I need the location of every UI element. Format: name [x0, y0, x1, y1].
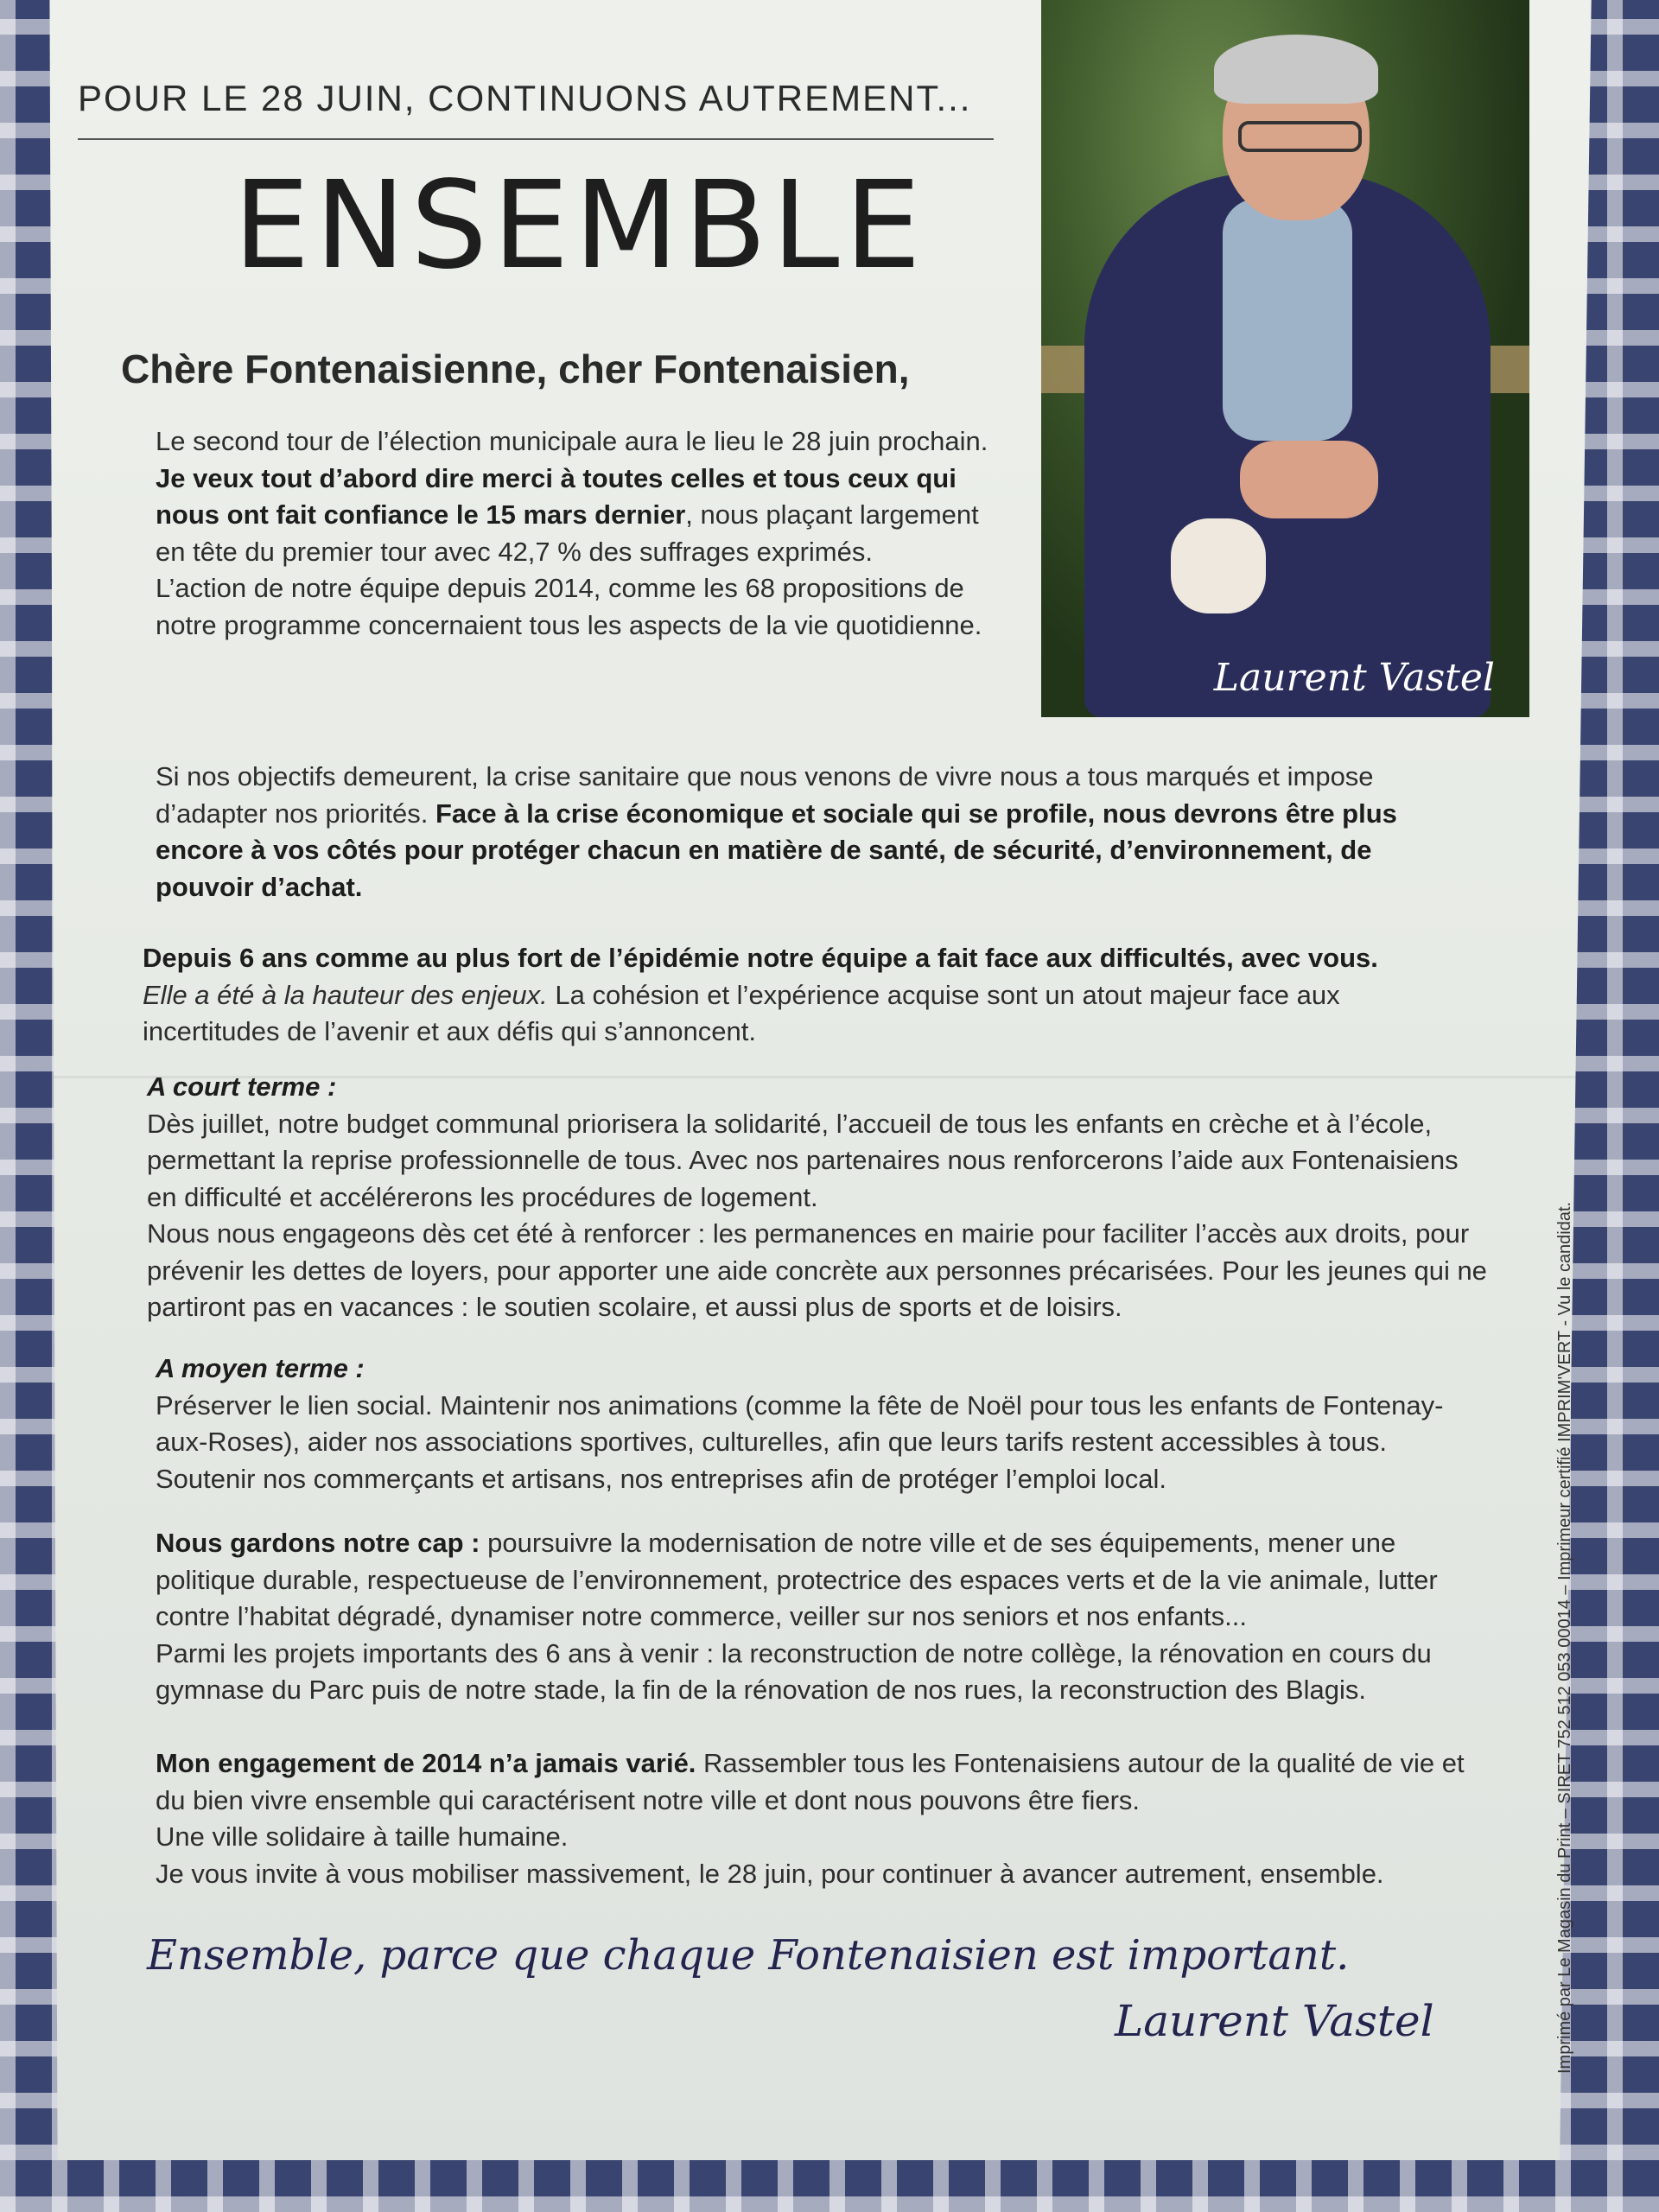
handwritten-line: Ensemble, parce que chaque Fontenaisien est important. — [147, 1931, 1350, 1980]
court-text-1: Dès juillet, notre budget communal priorisera la solidarité, l’accueil de tous les enfants en crèche et à l’école, permettant la reprise professionnelle de tous. Avec nos partenaires nous renforcerons l’aide aux Fontenaisiens en difficulté et accélérerons les procédures de logement. — [147, 1108, 1459, 1212]
section-court-terme — [147, 1069, 1495, 1326]
hair — [1214, 35, 1378, 104]
section-engagement — [156, 1745, 1486, 1892]
glasses — [1238, 121, 1362, 152]
cap-text-1: poursuivre la modernisation de notre ville et de ses équipements, mener une politique durable, respectueuse de l’environnement, protectrice des espaces verts et de la vie animale, lutter contre l’habitat dégradé, dynamiser notre commerce, veiller sur nos seniors et nos enfants... — [156, 1528, 1438, 1631]
engagement-text-1: Rassembler tous les Fontenaisiens autour de la qualité de vie et du bien vivre ensemble qui caractérisent notre ville et dont nous pouvons être fiers. — [156, 1748, 1465, 1815]
legal-imprint: Imprimé par Le Magasin du Print – SIRET 752 512 053 00014 – Imprimeur certifié IMPRIM'VERT - Vu le candidat. — [1555, 1201, 1574, 2074]
court-heading: A court terme : — [147, 1071, 337, 1102]
team-text: La cohésion et l’expérience acquise sont un atout majeur face aux incertitudes de l’avenir et aux défis qui s’annoncent. — [143, 979, 1340, 1046]
section-cap — [156, 1525, 1486, 1709]
intro-thanks: Je veux tout d’abord dire merci à toutes celles et tous ceux qui nous ont fait confiance le 15 mars dernier — [156, 462, 957, 530]
moyen-heading: A moyen terme : — [156, 1353, 365, 1383]
tagline: POUR LE 28 JUIN, CONTINUONS AUTREMENT... — [78, 78, 972, 118]
team-bold: Depuis 6 ans comme au plus fort de l’épidémie notre équipe a fait face aux difficultés, avec vous. — [143, 943, 1378, 973]
salutation: Chère Fontenaisienne, cher Fontenaisien, — [121, 346, 910, 391]
mask — [1171, 518, 1266, 613]
photo-signature: Laurent Vastel — [1213, 656, 1495, 700]
cap-heading: Nous gardons notre cap : — [156, 1528, 480, 1558]
paragraph-intro — [156, 423, 1011, 644]
engagement-text-3: Je vous invite à vous mobiliser massivement, le 28 juin, pour continuer à avancer autrement, ensemble. — [156, 1858, 1384, 1889]
crisis-bold: Face à la crise économique et sociale qui se profile, nous devrons être plus encore à vos côtés pour protéger chacun en matière de santé, de sécurité, d’environnement, de pouvoir d’achat. — [156, 798, 1397, 902]
handwritten-signature: Laurent Vastel — [1115, 1996, 1434, 2046]
crisis-text: Si nos objectifs demeurent, la crise sanitaire que nous venons de vivre nous a tous marqués et impose d’adapter nos priorités. — [156, 761, 1374, 829]
intro-result: , nous plaçant largement en tête du premier tour avec 42,7 % des suffrages exprimés. — [156, 499, 979, 567]
candidate-photo — [1041, 0, 1529, 717]
page-title: ENSEMBLE — [233, 156, 926, 296]
intro-text: Le second tour de l’élection municipale aura le lieu le 28 juin prochain. — [156, 426, 988, 456]
court-text-2: Nous nous engageons dès cet été à renforcer : les permanences en mairie pour faciliter l’accès aux droits, pour prévenir les dettes de loyers, pour apporter une aide concrète aux personnes précarisées. Pour les jeunes qui ne partiront pas en vacances : le soutien scolaire, et aussi plus de sports et de loisirs. — [147, 1218, 1487, 1322]
divider — [78, 138, 994, 140]
engagement-text-2: Une ville solidaire à taille humaine. — [156, 1821, 569, 1852]
hands — [1240, 441, 1378, 518]
engagement-heading: Mon engagement de 2014 n’a jamais varié. — [156, 1748, 696, 1778]
intro-action: L’action de notre équipe depuis 2014, comme les 68 propositions de notre programme concernaient tous les aspects de la vie quotidienne. — [156, 573, 982, 640]
section-moyen-terme — [156, 1351, 1486, 1497]
cap-text-2: Parmi les projets importants des 6 ans à venir : la reconstruction de notre collège, la rénovation en cours du gymnase du Parc puis de notre stade, la fin de la rénovation de nos rues, la reconstruction des Blagis. — [156, 1637, 1432, 1705]
paragraph-team — [143, 940, 1456, 1051]
shirt — [1223, 199, 1352, 441]
moyen-text: Préserver le lien social. Maintenir nos animations (comme la fête de Noël pour tous les enfants de Fontenay-aux-Roses), aider nos associations sportives, culturelles, afin que leurs tarifs restent accessibles à tous. Soutenir nos commerçants et artisans, nos entreprises afin de protéger l’emploi local. — [156, 1389, 1444, 1494]
paragraph-crisis — [156, 759, 1434, 906]
team-italic: Elle a été à la hauteur des enjeux. — [143, 979, 548, 1010]
